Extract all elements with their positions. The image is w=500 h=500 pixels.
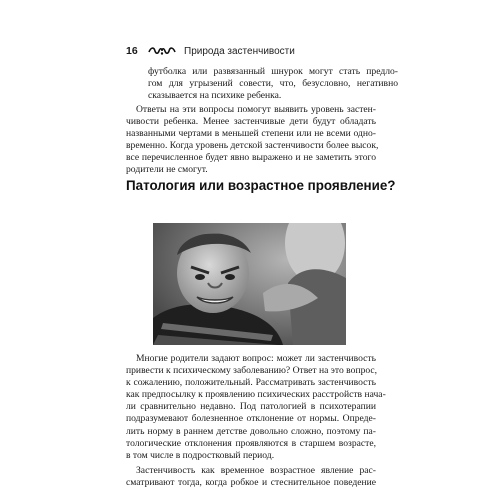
text-line: в том числе в подростковый период. [126, 449, 275, 461]
section-heading: Патология или возрастное проявление? [126, 178, 396, 193]
text-line: чивости ребенка. Менее застенчивые дети будут обладать [126, 116, 376, 128]
text-line: гом для угрызений совести, что, безусловно, негативно [148, 78, 398, 90]
paragraph-shyness-level [126, 104, 379, 177]
text-line: сказывается на психике ребенка. [148, 90, 282, 102]
text-line: привести к психическому заболеванию? Ответ на это вопрос, [126, 365, 378, 377]
text-line: к сожалению, положительный. Рассматривать застенчивость [126, 377, 376, 389]
running-header [126, 44, 386, 58]
text-line: лить норму в раннем детстве довольно сложно, поэтому па- [126, 425, 376, 437]
text-line: футболка или развязанный шнурок могут стать предло- [148, 66, 398, 77]
paragraph-pathology [126, 353, 386, 462]
photo-angry-boy [153, 223, 346, 345]
text-line: Многие родители задают вопрос: может ли застенчивость [136, 353, 376, 364]
paragraph-continuation [126, 66, 398, 102]
text-line: тологические отклонения проявляются в старшем возрасте, [126, 437, 376, 449]
page-number: 16 [126, 45, 138, 57]
text-line: временно. Когда уровень детской застенчивости более высок, [126, 140, 379, 152]
text-line: сматривают тогда, когда робкое и стеснительное поведение [126, 477, 376, 489]
header-ornament-icon [148, 46, 178, 56]
chapter-title: Природа застенчивости [184, 45, 295, 57]
text-line: ли сравнительно недавно. Под патологией в психотерапии [126, 401, 376, 413]
text-line: как предпосылку к проявлению психических расстройств нача- [126, 389, 386, 401]
paragraph-temporary-shyness [126, 465, 376, 489]
text-line: Ответы на эти вопросы помогут выявить уровень застен- [136, 104, 376, 115]
text-line: названными чертами в меньшей степени или не всеми одно- [126, 128, 376, 140]
text-line: все перечисленное будет явно выражено и не заметить этого [126, 152, 376, 164]
text-line: Застенчивость как временное возрастное явление рас- [136, 465, 376, 476]
text-line: подразумевают болезненное отклонение от нормы. Опреде- [126, 413, 376, 425]
text-line: родители не смогут. [126, 164, 208, 176]
